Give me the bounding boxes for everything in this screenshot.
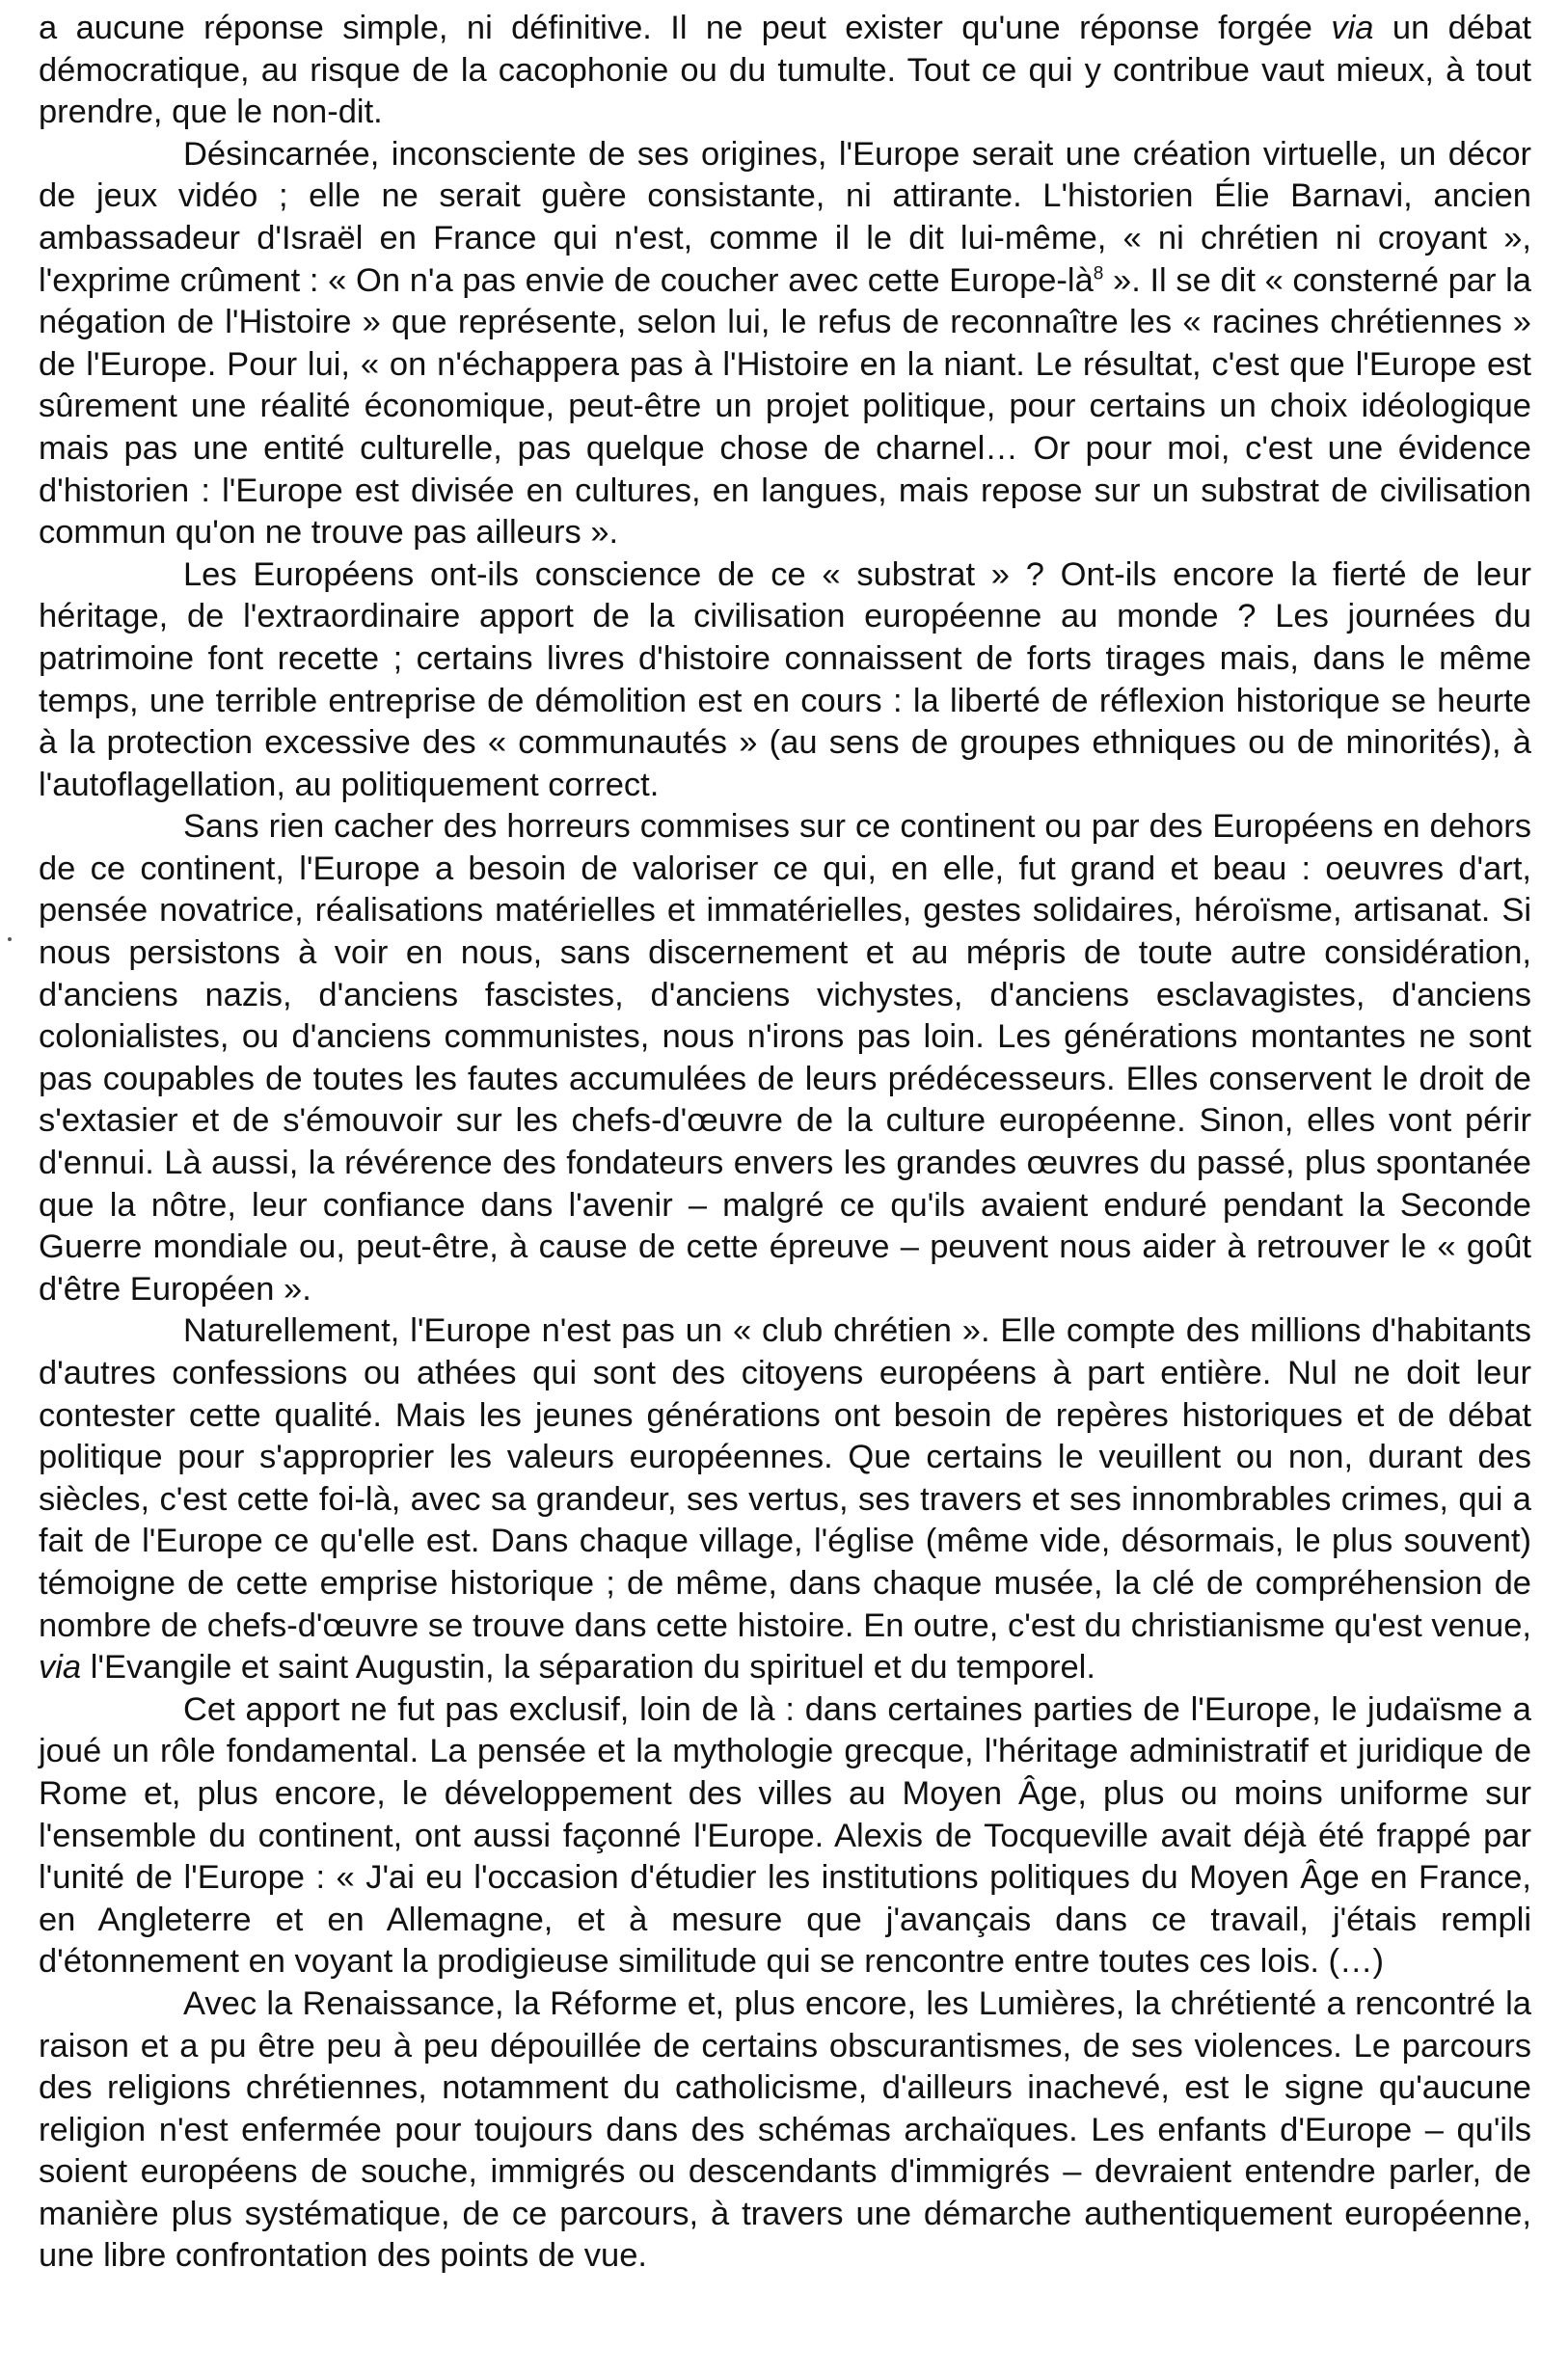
text-run: Sans rien cacher des horreurs commises sur ce continent ou par des Européens en dehors de ce continent, l'Europe a besoin de valoriser ce qui, en elle, fut grand et beau : oeuvres d'art, pensée novatrice, réalisations matérielles et immatérielles, gestes solidaires, héroïsme, artisanat. Si nous persistons à voir en nous, sans discernement et au mépris de toute autre considération, d'anciens nazis, d'anciens fascistes, d'anciens vichystes, d'anciens esclavagistes, d'anciens colonialistes, ou d'anciens communistes, nous n'irons pas loin. Les générations montantes ne sont pas coupables de toutes les fautes accumulées de leurs prédécesseurs. Elles conservent le droit de s'extasier et de s'émouvoir sur les chefs-d'œuvre de la culture européenne. Sinon, elles vont périr d'ennui. Là aussi, la révérence des fondateurs envers les grandes œuvres du passé, plus spontanée que la nôtre, leur confiance dans l'avenir – malgré ce qu'ils avaient enduré pendant la Seconde Guerre mondiale ou, peut-être, à cause de cette épreuve – peuvent nous aider à retrouver le « goût d'être Européen ». [39, 808, 1531, 1308]
text-run: Les Européens ont-ils conscience de ce « substrat » ? Ont-ils encore la fierté de leur héritage, de l'extraordinaire apport de la civilisation européenne au monde ? Les journées du patrimoine font recette ; certains livres d'histoire connaissent de forts tirages mais, dans le même temps, une terrible entreprise de démolition est en cours : la liberté de réflexion historique se heurte à la protection excessive des « communautés » (au sens de groupes ethniques ou de minorités), à l'autoflagellation, au politiquement correct. [39, 555, 1531, 803]
text-run: ». Il se dit « consterné par la négation de l'Histoire » que représente, selon lui, le refus de reconnaître les « racines chrétiennes » de l'Europe. Pour lui, « on n'échappera pas à l'Histoire en la niant. Le résultat, c'est que l'Europe est sûrement une réalité économique, peut-être un projet politique, pour certains un choix idéologique mais pas une entité culturelle, pas quelque chose de charnel… Or pour moi, c'est une évidence d'historien : l'Europe est divisée en cultures, en langues, mais repose sur un substrat de civilisation commun qu'on ne trouve pas ailleurs ». [39, 261, 1531, 552]
paragraph [39, 554, 1531, 807]
paragraph [39, 1984, 1531, 2278]
document-page [39, 8, 1531, 2278]
text-run: Désincarnée, inconsciente de ses origines, l'Europe serait une création virtuelle, un décor de jeux vidéo ; elle ne serait guère consistante, ni attirante. L'historien Élie Barnavi, ancien ambassadeur d'Israël en France qui n'est, comme il le dit lui-même, « ni chrétien ni croyant », l'exprime crûment : « On n'a pas envie de coucher avec cette Europe-là [39, 135, 1531, 299]
text-run: Avec la Renaissance, la Réforme et, plus encore, les Lumières, la chrétienté a rencontré la raison et a pu être peu à peu dépouillée de certains obscurantismes, de ses violences. Le parcours des religions chrétiennes, notamment du catholicisme, d'ailleurs inachevé, est le signe qu'aucune religion n'est enfermée pour toujours dans des schémas archaïques. Les enfants d'Europe – qu'ils soient européens de souche, immigrés ou descendants d'immigrés – devraient entendre parler, de manière plus systématique, de ce parcours, à travers une démarche authentiquement européenne, une libre confrontation des points de vue. [39, 1984, 1531, 2275]
paragraph [39, 8, 1531, 134]
text-run: a aucune réponse simple, ni définitive. Il ne peut exister qu'une réponse forgée [39, 10, 1332, 46]
paragraph [39, 1689, 1531, 1984]
italic-text-run: via [39, 1649, 82, 1687]
paragraph [39, 1310, 1531, 1688]
scan-speck [8, 937, 12, 941]
text-run: Cet apport ne fut pas exclusif, loin de là : dans certaines parties de l'Europe, le judaïsme a joué un rôle fondamental. La pensée et la mythologie grecque, l'héritage administratif et juridique de Rome et, plus encore, le développement des villes au Moyen Âge, plus ou moins uniforme sur l'ensemble du continent, ont aussi façonné l'Europe. Alexis de Tocqueville avait déjà été frappé par l'unité de l'Europe : « J'ai eu l'occasion d'étudier les institutions politiques du Moyen Âge en France, en Angleterre et en Allemagne, et à mesure que j'avançais dans ce travail, j'étais rempli d'étonnement en voyant la prodigieuse similitude qui se rencontre entre toutes ces lois. (…) [39, 1690, 1531, 1981]
text-run: un débat démocratique, au risque de la cacophonie ou du tumulte. Tout ce qui y contribue vaut mieux, à tout prendre, que le non-dit. [39, 10, 1531, 131]
paragraph [39, 806, 1531, 1310]
paragraph [39, 134, 1531, 554]
text-run: Naturellement, l'Europe n'est pas un « club chrétien ». Elle compte des millions d'habitants d'autres confessions ou athées qui sont des citoyens européens à part entière. Nul ne doit leur contester cette qualité. Mais les jeunes générations ont besoin de repères historiques et de débat politique pour s'approprier les valeurs européennes. Que certains le veuillent ou non, durant des siècles, c'est cette foi-là, avec sa grandeur, ses vertus, ses travers et ses innombrables crimes, qui a fait de l'Europe ce qu'elle est. Dans chaque village, l'église (même vide, désormais, le plus souvent) témoigne de cette emprise historique ; de même, dans chaque musée, la clé de compréhension de nombre de chefs-d'œuvre se trouve dans cette histoire. En outre, c'est du christianisme qu'est venue, [39, 1312, 1531, 1644]
italic-text-run: via [1331, 10, 1374, 46]
text-run: l'Evangile et saint Augustin, la séparation du spirituel et du temporel. [81, 1649, 1095, 1687]
footnote-reference: 8 [1093, 263, 1104, 284]
